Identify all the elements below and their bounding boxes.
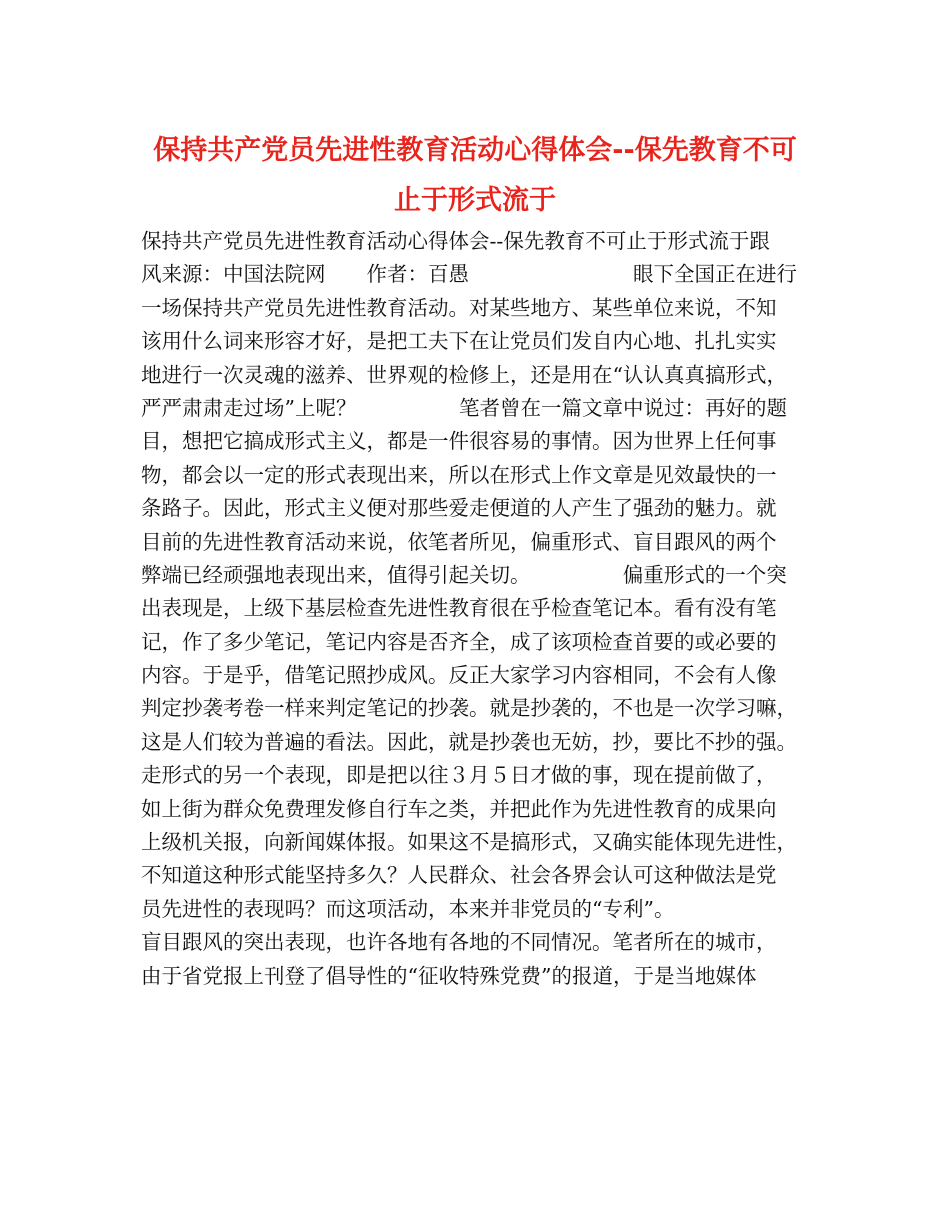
body-line: 目前的先进性教育活动来说，依笔者所见，偏重形式、盲目跟风的两个 (141, 529, 777, 554)
body-line: 物，都会以一定的形式表现出来，所以在形式上作文章是见效最快的一 (141, 462, 777, 487)
body-line: 盲目跟风的突出表现，也许各地有各地的不同情况。笔者所在的城市， (141, 930, 777, 955)
title-line-1: 保持共产党员先进性教育活动心得体会--保先教育不可 (153, 135, 797, 166)
body-line: 目，想把它搞成形式主义，都是一件很容易的事情。因为世界上任何事 (141, 429, 777, 454)
body-line: 判定抄袭考卷一样来判定笔记的抄袭。就是抄袭的，不也是一次学习嘛， (141, 696, 797, 721)
body-line: 这是人们较为普遍的看法。因此，就是抄袭也无妨，抄，要比不抄的强。 (141, 729, 797, 754)
body-line: 上级机关报，向新闻媒体报。如果这不是搞形式，又确实能体现先进性， (141, 830, 797, 855)
body-line: 员先进性的表现吗？而这项活动，本来并非党员的“专利”。 (141, 896, 675, 921)
body-line: 记，作了多少笔记，笔记内容是否齐全，成了该项检查首要的或必要的 (141, 629, 777, 654)
body-line: 走形式的另一个表现，即是把以往３月５日才做的事，现在提前做了， (141, 763, 777, 788)
body-line: 如上街为群众免费理发修自行车之类，并把此作为先进性教育的成果向 (141, 796, 777, 821)
body-line: 该用什么词来形容才好，是把工夫下在让党员们发自内心地、扎扎实实 (141, 329, 777, 354)
body-line: 保持共产党员先进性教育活动心得体会--保先教育不可止于形式流于跟 (141, 229, 770, 253)
body-line: 一场保持共产党员先进性教育活动。对某些地方、某些单位来说，不知 (141, 295, 777, 320)
document-title (100, 126, 850, 226)
body-line: 出表现是，上级下基层检查先进性教育很在乎检查笔记本。看有没有笔 (141, 596, 777, 621)
body-line: 不知道这种形式能坚持多久？人民群众、社会各界会认可这种做法是党 (141, 863, 777, 888)
title-line-2: 止于形式流于 (394, 185, 556, 216)
body-line: 由于省党报上刊登了倡导性的“征收特殊党费”的报道，于是当地媒体 (141, 963, 757, 988)
document-body (141, 225, 831, 993)
body-line: 地进行一次灵魂的滋养、世界观的检修上，还是用在“认认真真搞形式， (141, 362, 787, 387)
body-line: 弊端已经顽强地表现出来，值得引起关切。 偏重形式的一个突 (141, 562, 787, 587)
body-line: 内容。于是乎，借笔记照抄成风。反正大家学习内容相同，不会有人像 (141, 663, 777, 688)
body-line: 严严肃肃走过场”上呢？ 笔者曾在一篇文章中说过：再好的题 (141, 395, 787, 420)
body-line: 风来源：中国法院网 作者：百愚 眼下全国正在进行 (141, 262, 797, 287)
body-line: 条路子。因此，形式主义便对那些爱走便道的人产生了强劲的魅力。就 (141, 496, 777, 521)
